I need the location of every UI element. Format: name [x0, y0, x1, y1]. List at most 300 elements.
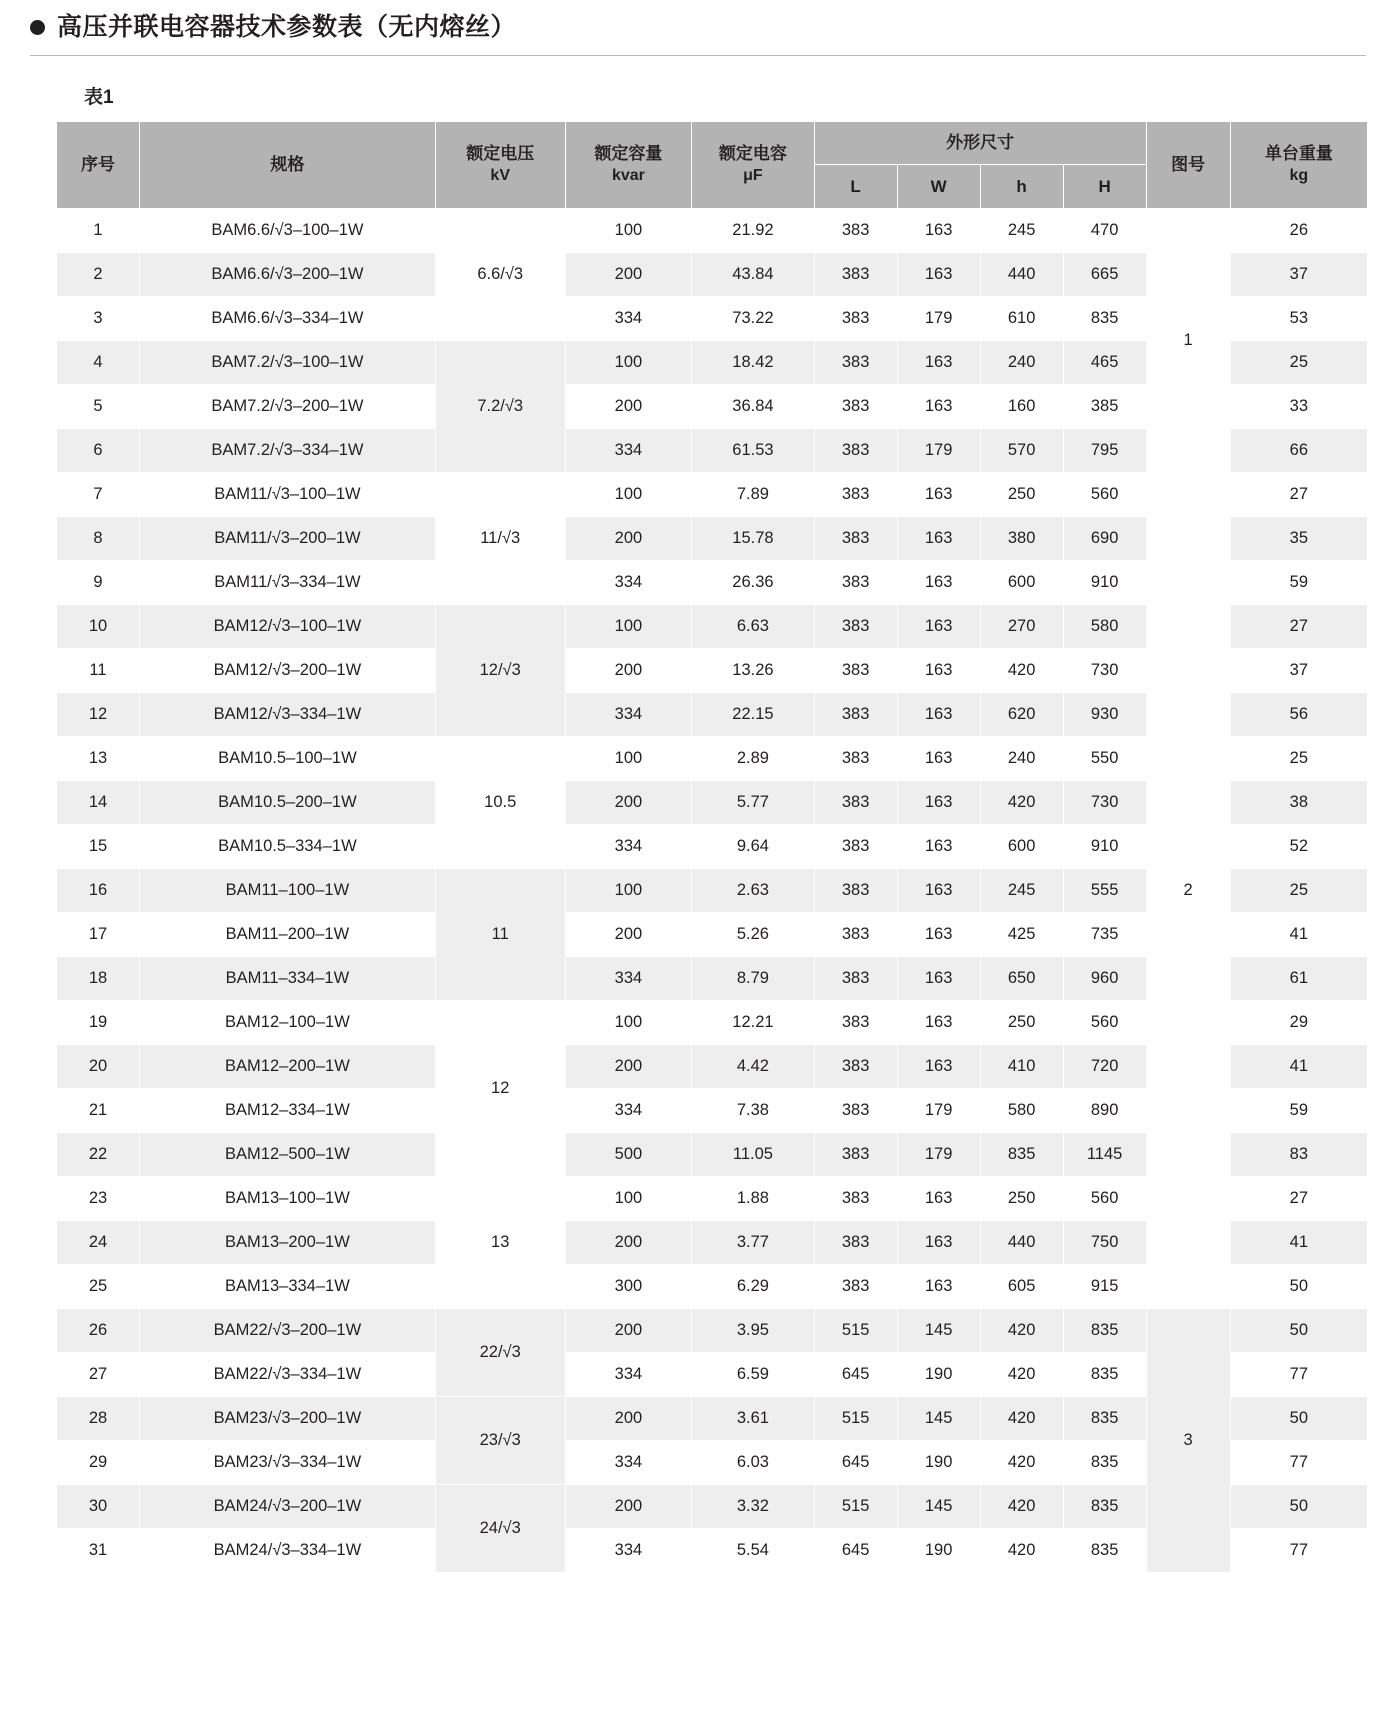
cell-capacitance: 6.29 [692, 1264, 814, 1308]
cell-dim-w: 145 [897, 1396, 980, 1440]
cell-dim-l: 383 [814, 780, 897, 824]
cell-dim-hh: 665 [1063, 252, 1146, 296]
cell-spec: BAM12/√3–334–1W [140, 692, 436, 736]
cell-dim-l: 383 [814, 1088, 897, 1132]
cell-dim-h: 420 [980, 1528, 1063, 1572]
table-row [57, 208, 1368, 252]
cell-capacitance: 6.59 [692, 1352, 814, 1396]
cell-dim-h: 610 [980, 296, 1063, 340]
cell-weight: 66 [1230, 428, 1367, 472]
cell-weight: 50 [1230, 1396, 1367, 1440]
th-dim-h: h [980, 165, 1063, 209]
cell-spec: BAM12–334–1W [140, 1088, 436, 1132]
cell-dim-hh: 930 [1063, 692, 1146, 736]
cell-voltage: 22/√3 [435, 1308, 565, 1396]
cell-dim-h: 425 [980, 912, 1063, 956]
cell-weight: 83 [1230, 1132, 1367, 1176]
cell-voltage: 11 [435, 868, 565, 1000]
cell-capacity: 100 [565, 1000, 692, 1044]
cell-index: 26 [57, 1308, 140, 1352]
cell-weight: 38 [1230, 780, 1367, 824]
table-header-row-1 [57, 121, 1368, 165]
cell-capacitance: 1.88 [692, 1176, 814, 1220]
cell-dim-w: 163 [897, 824, 980, 868]
cell-dim-l: 383 [814, 296, 897, 340]
cell-dim-w: 163 [897, 956, 980, 1000]
cell-capacitance: 12.21 [692, 1000, 814, 1044]
cell-capacity: 100 [565, 1176, 692, 1220]
cell-spec: BAM6.6/√3–200–1W [140, 252, 436, 296]
cell-index: 11 [57, 648, 140, 692]
cell-capacity: 200 [565, 1396, 692, 1440]
cell-dim-hh: 560 [1063, 1176, 1146, 1220]
cell-dim-hh: 730 [1063, 780, 1146, 824]
th-weight [1230, 121, 1367, 208]
cell-dim-hh: 910 [1063, 824, 1146, 868]
cell-dim-l: 383 [814, 604, 897, 648]
cell-dim-hh: 835 [1063, 1352, 1146, 1396]
cell-dim-w: 163 [897, 516, 980, 560]
cell-capacity: 200 [565, 648, 692, 692]
cell-capacity: 334 [565, 296, 692, 340]
cell-dim-l: 515 [814, 1308, 897, 1352]
th-voltage [435, 121, 565, 208]
cell-dim-w: 163 [897, 340, 980, 384]
cell-dim-l: 383 [814, 1176, 897, 1220]
th-voltage-unit: kV [490, 167, 510, 185]
cell-capacitance: 73.22 [692, 296, 814, 340]
cell-dim-h: 440 [980, 252, 1063, 296]
cell-dim-l: 645 [814, 1440, 897, 1484]
cell-weight: 50 [1230, 1308, 1367, 1352]
cell-dim-hh: 1145 [1063, 1132, 1146, 1176]
cell-capacitance: 3.32 [692, 1484, 814, 1528]
cell-capacity: 200 [565, 1308, 692, 1352]
cell-capacity: 334 [565, 560, 692, 604]
cell-dim-hh: 465 [1063, 340, 1146, 384]
th-index: 序号 [57, 121, 140, 208]
cell-dim-w: 163 [897, 1220, 980, 1264]
cell-index: 28 [57, 1396, 140, 1440]
cell-dim-hh: 835 [1063, 1528, 1146, 1572]
cell-capacity: 100 [565, 868, 692, 912]
th-capacity-label: 额定容量 [594, 143, 663, 163]
cell-dim-hh: 720 [1063, 1044, 1146, 1088]
cell-dim-h: 245 [980, 208, 1063, 252]
cell-dim-l: 515 [814, 1484, 897, 1528]
cell-index: 18 [57, 956, 140, 1000]
cell-index: 16 [57, 868, 140, 912]
cell-dim-hh: 470 [1063, 208, 1146, 252]
cell-weight: 25 [1230, 736, 1367, 780]
th-capacity [565, 121, 692, 208]
cell-capacitance: 43.84 [692, 252, 814, 296]
cell-capacity: 100 [565, 340, 692, 384]
cell-capacity: 334 [565, 824, 692, 868]
cell-spec: BAM10.5–100–1W [140, 736, 436, 780]
cell-dim-w: 163 [897, 1044, 980, 1088]
cell-voltage: 12 [435, 1000, 565, 1176]
cell-dim-h: 250 [980, 472, 1063, 516]
cell-index: 3 [57, 296, 140, 340]
cell-voltage: 11/√3 [435, 472, 565, 604]
cell-capacitance: 26.36 [692, 560, 814, 604]
cell-dim-h: 380 [980, 516, 1063, 560]
cell-index: 2 [57, 252, 140, 296]
cell-dim-l: 383 [814, 384, 897, 428]
cell-capacitance: 6.63 [692, 604, 814, 648]
cell-capacity: 200 [565, 252, 692, 296]
th-voltage-label: 额定电压 [466, 143, 535, 163]
cell-dim-hh: 555 [1063, 868, 1146, 912]
cell-capacitance: 18.42 [692, 340, 814, 384]
th-capacitance [692, 121, 814, 208]
cell-dim-h: 605 [980, 1264, 1063, 1308]
cell-dim-h: 420 [980, 780, 1063, 824]
cell-index: 19 [57, 1000, 140, 1044]
cell-dim-h: 580 [980, 1088, 1063, 1132]
cell-weight: 41 [1230, 1044, 1367, 1088]
cell-voltage: 10.5 [435, 736, 565, 868]
cell-weight: 50 [1230, 1264, 1367, 1308]
cell-dim-h: 570 [980, 428, 1063, 472]
cell-dim-w: 163 [897, 868, 980, 912]
cell-dim-hh: 890 [1063, 1088, 1146, 1132]
cell-capacity: 334 [565, 692, 692, 736]
cell-weight: 25 [1230, 868, 1367, 912]
cell-dim-hh: 580 [1063, 604, 1146, 648]
cell-index: 15 [57, 824, 140, 868]
cell-capacity: 200 [565, 1220, 692, 1264]
bullet-icon [30, 20, 45, 35]
cell-weight: 41 [1230, 1220, 1367, 1264]
cell-capacity: 334 [565, 1440, 692, 1484]
cell-index: 25 [57, 1264, 140, 1308]
cell-weight: 41 [1230, 912, 1367, 956]
cell-dim-h: 410 [980, 1044, 1063, 1088]
cell-capacity: 334 [565, 956, 692, 1000]
cell-spec: BAM24/√3–200–1W [140, 1484, 436, 1528]
cell-index: 14 [57, 780, 140, 824]
cell-capacitance: 2.89 [692, 736, 814, 780]
cell-dim-hh: 835 [1063, 1484, 1146, 1528]
cell-dim-hh: 385 [1063, 384, 1146, 428]
table-body [57, 208, 1368, 1572]
cell-dim-h: 600 [980, 824, 1063, 868]
cell-spec: BAM12/√3–200–1W [140, 648, 436, 692]
cell-dim-w: 179 [897, 1088, 980, 1132]
cell-dim-l: 383 [814, 648, 897, 692]
cell-dim-l: 645 [814, 1352, 897, 1396]
cell-capacity: 100 [565, 604, 692, 648]
cell-dim-w: 163 [897, 736, 980, 780]
cell-index: 24 [57, 1220, 140, 1264]
cell-dim-l: 383 [814, 1000, 897, 1044]
cell-spec: BAM11–200–1W [140, 912, 436, 956]
cell-capacitance: 11.05 [692, 1132, 814, 1176]
cell-dim-l: 383 [814, 1264, 897, 1308]
cell-dim-hh: 550 [1063, 736, 1146, 780]
th-dim-w: W [897, 165, 980, 209]
cell-capacitance: 7.38 [692, 1088, 814, 1132]
cell-dim-h: 240 [980, 736, 1063, 780]
th-dim-l: L [814, 165, 897, 209]
cell-dim-w: 179 [897, 1132, 980, 1176]
cell-spec: BAM13–100–1W [140, 1176, 436, 1220]
cell-spec: BAM22/√3–200–1W [140, 1308, 436, 1352]
cell-weight: 29 [1230, 1000, 1367, 1044]
table-row [57, 472, 1368, 516]
cell-index: 4 [57, 340, 140, 384]
spec-table [56, 121, 1368, 1573]
cell-spec: BAM6.6/√3–334–1W [140, 296, 436, 340]
cell-dim-hh: 835 [1063, 1440, 1146, 1484]
cell-dim-l: 383 [814, 956, 897, 1000]
cell-dim-w: 163 [897, 208, 980, 252]
cell-weight: 35 [1230, 516, 1367, 560]
cell-dim-l: 645 [814, 1528, 897, 1572]
cell-dim-h: 245 [980, 868, 1063, 912]
cell-index: 20 [57, 1044, 140, 1088]
cell-index: 1 [57, 208, 140, 252]
cell-index: 7 [57, 472, 140, 516]
cell-capacity: 334 [565, 428, 692, 472]
cell-dim-w: 163 [897, 1176, 980, 1220]
cell-spec: BAM7.2/√3–100–1W [140, 340, 436, 384]
cell-spec: BAM10.5–200–1W [140, 780, 436, 824]
cell-capacitance: 61.53 [692, 428, 814, 472]
cell-capacitance: 3.95 [692, 1308, 814, 1352]
cell-spec: BAM7.2/√3–200–1W [140, 384, 436, 428]
cell-capacity: 334 [565, 1528, 692, 1572]
cell-index: 6 [57, 428, 140, 472]
cell-capacitance: 13.26 [692, 648, 814, 692]
cell-capacity: 100 [565, 208, 692, 252]
cell-voltage: 7.2/√3 [435, 340, 565, 472]
cell-capacity: 200 [565, 1484, 692, 1528]
cell-voltage: 12/√3 [435, 604, 565, 736]
cell-dim-hh: 730 [1063, 648, 1146, 692]
cell-capacitance: 7.89 [692, 472, 814, 516]
th-figure: 图号 [1146, 121, 1230, 208]
cell-spec: BAM12–200–1W [140, 1044, 436, 1088]
cell-capacitance: 15.78 [692, 516, 814, 560]
cell-capacitance: 21.92 [692, 208, 814, 252]
document-header [28, 0, 1368, 42]
cell-capacity: 200 [565, 912, 692, 956]
cell-weight: 53 [1230, 296, 1367, 340]
cell-dim-l: 383 [814, 824, 897, 868]
cell-dim-w: 163 [897, 1000, 980, 1044]
cell-capacity: 500 [565, 1132, 692, 1176]
cell-dim-l: 383 [814, 912, 897, 956]
page-title: 高压并联电容器技术参数表（无内熔丝） [57, 13, 517, 41]
cell-dim-hh: 560 [1063, 1000, 1146, 1044]
th-weight-unit: kg [1289, 167, 1309, 185]
cell-index: 9 [57, 560, 140, 604]
cell-dim-h: 420 [980, 1440, 1063, 1484]
cell-dim-hh: 560 [1063, 472, 1146, 516]
cell-spec: BAM10.5–334–1W [140, 824, 436, 868]
cell-capacitance: 36.84 [692, 384, 814, 428]
cell-dim-w: 163 [897, 384, 980, 428]
cell-dim-w: 163 [897, 1264, 980, 1308]
cell-spec: BAM22/√3–334–1W [140, 1352, 436, 1396]
cell-dim-w: 190 [897, 1352, 980, 1396]
cell-dim-hh: 835 [1063, 1308, 1146, 1352]
cell-weight: 61 [1230, 956, 1367, 1000]
th-dim-hh: H [1063, 165, 1146, 209]
cell-dim-h: 440 [980, 1220, 1063, 1264]
th-capacitance-unit: μF [743, 167, 763, 185]
cell-dim-h: 420 [980, 1396, 1063, 1440]
cell-spec: BAM11–334–1W [140, 956, 436, 1000]
cell-voltage: 6.6/√3 [435, 208, 565, 340]
cell-dim-w: 163 [897, 560, 980, 604]
cell-spec: BAM13–334–1W [140, 1264, 436, 1308]
cell-dim-h: 420 [980, 1352, 1063, 1396]
cell-spec: BAM12–500–1W [140, 1132, 436, 1176]
cell-weight: 37 [1230, 648, 1367, 692]
cell-dim-l: 383 [814, 692, 897, 736]
cell-capacitance: 5.77 [692, 780, 814, 824]
header-divider [30, 55, 1366, 56]
cell-capacitance: 6.03 [692, 1440, 814, 1484]
cell-voltage: 24/√3 [435, 1484, 565, 1572]
cell-figure: 2 [1146, 472, 1230, 1308]
cell-capacity: 334 [565, 1088, 692, 1132]
cell-dim-hh: 835 [1063, 1396, 1146, 1440]
cell-index: 12 [57, 692, 140, 736]
cell-dim-h: 250 [980, 1176, 1063, 1220]
cell-dim-hh: 960 [1063, 956, 1146, 1000]
cell-dim-l: 383 [814, 736, 897, 780]
cell-spec: BAM13–200–1W [140, 1220, 436, 1264]
cell-capacity: 100 [565, 736, 692, 780]
cell-index: 29 [57, 1440, 140, 1484]
cell-dim-w: 163 [897, 604, 980, 648]
cell-weight: 27 [1230, 472, 1367, 516]
cell-dim-l: 383 [814, 560, 897, 604]
cell-dim-h: 420 [980, 648, 1063, 692]
cell-figure: 3 [1146, 1308, 1230, 1572]
cell-index: 30 [57, 1484, 140, 1528]
cell-capacitance: 3.61 [692, 1396, 814, 1440]
cell-capacity: 200 [565, 516, 692, 560]
cell-dim-hh: 795 [1063, 428, 1146, 472]
cell-index: 27 [57, 1352, 140, 1396]
cell-index: 8 [57, 516, 140, 560]
cell-index: 5 [57, 384, 140, 428]
cell-voltage: 23/√3 [435, 1396, 565, 1484]
cell-dim-w: 190 [897, 1440, 980, 1484]
cell-weight: 25 [1230, 340, 1367, 384]
cell-dim-h: 250 [980, 1000, 1063, 1044]
cell-spec: BAM11/√3–334–1W [140, 560, 436, 604]
cell-dim-hh: 915 [1063, 1264, 1146, 1308]
cell-dim-l: 383 [814, 472, 897, 516]
th-dimensions: 外形尺寸 [814, 121, 1146, 165]
cell-capacitance: 22.15 [692, 692, 814, 736]
cell-dim-hh: 910 [1063, 560, 1146, 604]
cell-weight: 26 [1230, 208, 1367, 252]
cell-index: 13 [57, 736, 140, 780]
cell-capacitance: 2.63 [692, 868, 814, 912]
cell-index: 22 [57, 1132, 140, 1176]
cell-weight: 27 [1230, 1176, 1367, 1220]
cell-dim-h: 650 [980, 956, 1063, 1000]
cell-capacitance: 3.77 [692, 1220, 814, 1264]
cell-capacitance: 4.42 [692, 1044, 814, 1088]
cell-spec: BAM11/√3–200–1W [140, 516, 436, 560]
cell-dim-l: 383 [814, 252, 897, 296]
cell-dim-l: 383 [814, 1132, 897, 1176]
cell-dim-w: 179 [897, 296, 980, 340]
cell-weight: 56 [1230, 692, 1367, 736]
cell-dim-l: 383 [814, 1044, 897, 1088]
cell-dim-w: 163 [897, 252, 980, 296]
cell-dim-hh: 690 [1063, 516, 1146, 560]
cell-weight: 50 [1230, 1484, 1367, 1528]
cell-spec: BAM11/√3–100–1W [140, 472, 436, 516]
cell-weight: 77 [1230, 1352, 1367, 1396]
cell-spec: BAM6.6/√3–100–1W [140, 208, 436, 252]
cell-dim-h: 620 [980, 692, 1063, 736]
cell-dim-h: 835 [980, 1132, 1063, 1176]
cell-dim-h: 240 [980, 340, 1063, 384]
cell-dim-l: 383 [814, 1220, 897, 1264]
cell-dim-hh: 835 [1063, 296, 1146, 340]
cell-dim-l: 383 [814, 868, 897, 912]
cell-spec: BAM23/√3–334–1W [140, 1440, 436, 1484]
cell-dim-l: 515 [814, 1396, 897, 1440]
cell-weight: 77 [1230, 1440, 1367, 1484]
th-spec: 规格 [140, 121, 436, 208]
cell-index: 23 [57, 1176, 140, 1220]
cell-dim-h: 420 [980, 1308, 1063, 1352]
cell-spec: BAM24/√3–334–1W [140, 1528, 436, 1572]
cell-dim-w: 190 [897, 1528, 980, 1572]
cell-dim-h: 160 [980, 384, 1063, 428]
cell-dim-w: 163 [897, 912, 980, 956]
cell-spec: BAM12–100–1W [140, 1000, 436, 1044]
cell-dim-l: 383 [814, 428, 897, 472]
cell-weight: 27 [1230, 604, 1367, 648]
cell-capacity: 334 [565, 1352, 692, 1396]
cell-capacitance: 9.64 [692, 824, 814, 868]
cell-dim-hh: 735 [1063, 912, 1146, 956]
cell-index: 17 [57, 912, 140, 956]
cell-capacity: 200 [565, 384, 692, 428]
cell-capacitance: 8.79 [692, 956, 814, 1000]
cell-capacity: 300 [565, 1264, 692, 1308]
cell-capacitance: 5.54 [692, 1528, 814, 1572]
th-capacity-unit: kvar [611, 167, 645, 185]
cell-voltage: 13 [435, 1176, 565, 1308]
cell-spec: BAM12/√3–100–1W [140, 604, 436, 648]
cell-figure: 1 [1146, 208, 1230, 472]
cell-dim-w: 163 [897, 648, 980, 692]
cell-dim-h: 420 [980, 1484, 1063, 1528]
cell-capacity: 200 [565, 1044, 692, 1088]
cell-dim-h: 600 [980, 560, 1063, 604]
cell-weight: 59 [1230, 560, 1367, 604]
cell-dim-l: 383 [814, 516, 897, 560]
cell-dim-l: 383 [814, 340, 897, 384]
cell-dim-hh: 750 [1063, 1220, 1146, 1264]
table-head [57, 121, 1368, 208]
cell-capacity: 100 [565, 472, 692, 516]
